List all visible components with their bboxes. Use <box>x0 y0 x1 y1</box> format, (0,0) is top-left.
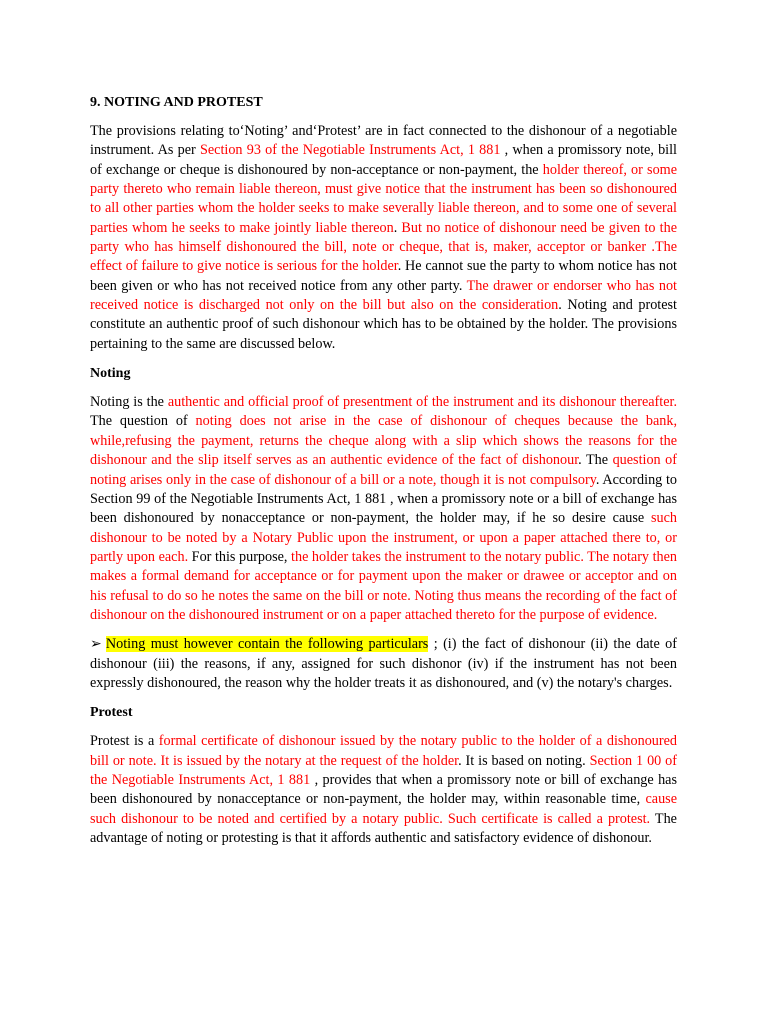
intro-paragraph <box>90 122 677 354</box>
text-run: For this purpose, <box>188 548 292 565</box>
emphasis-red: cause such dishonour to be noted and certified by a notary public. Such certificate is called a protest. <box>90 791 677 827</box>
text-run: , when a promissory note, bill of exchange or cheque is dishonoured by non-acceptance or non-payment, the <box>90 142 678 178</box>
emphasis-red: holder thereof, or some party thereto who remain liable thereon, must give notice that the instrument has been so dishonoured to all other parties whom the holder seeks to make severally liable thereon, and to some one of several parties whom he seeks to make jointly liable thereon <box>90 161 677 236</box>
noting-paragraph <box>90 393 677 625</box>
text-run: . <box>393 219 402 236</box>
emphasis-red: But no notice of dishonour need be given to the party who has himself dishonoured the bill, note or cheque, that is, maker, acceptor or banker .The effect of failure to give notice is serious for the holder <box>90 219 677 275</box>
text-run: . According to Section 99 of the Negotiable Instruments Act, 1 881 , when a promissory note or a bill of exchange has been dishonoured by nonacceptance or non-payment, the holder may, if he so desire cause <box>90 471 677 527</box>
text-run: . It is based on noting. <box>458 752 590 769</box>
text-run: The advantage of noting or protesting is that it affords authentic and satisfactory evidence of dishonour. <box>90 810 677 846</box>
text-run: Protest is a <box>90 733 159 750</box>
subheading-protest: Protest <box>90 705 133 721</box>
text-run: . The <box>578 452 613 469</box>
arrow-bullet-icon: ➢ <box>90 636 102 653</box>
text-run: . He cannot sue the party to whom notice has not been given or who has not received notice from any other party. <box>90 258 677 294</box>
emphasis-red: Section 93 of the Negotiable Instruments Act, 1 881 <box>199 142 501 159</box>
section-heading: 9. NOTING AND PROTEST <box>90 95 263 110</box>
noting-particulars-bullet <box>90 635 677 693</box>
emphasis-red: question of noting arises only in the case of dishonour of a bill or a note, though it is not compulsory <box>90 452 677 488</box>
emphasis-red: formal certificate of dishonour issued by the notary public to the holder of a dishonoured bill or note. It is issued by the notary at the request of the holder <box>90 733 678 769</box>
document-page <box>90 93 677 858</box>
emphasis-red: The drawer or endorser who has not received notice is discharged not only on the bill but also on the consideration <box>90 277 677 314</box>
text-run: , provides that when a promissory note or bill of exchange has been dishonoured by nonacceptance or non-payment, the holder may, within reasonable time, <box>90 771 677 808</box>
text-run: The provisions relating to‘Noting’ and‘Protest’ are in fact connected to the dishonour of a negotiable instrument. As per <box>90 123 677 159</box>
emphasis-red: such dishonour to be noted by a Notary Public upon the instrument, or upon a paper attached there to, or partly upon each. <box>90 510 677 565</box>
emphasis-red: noting does not arise in the case of dishonour of cheques because the bank, while,refusing the payment, returns the cheque along with a slip which shows the reasons for the dishonour and the slip itself serves as an authentic evidence of the fact of dishonour <box>90 413 677 469</box>
emphasis-red: authentic and official proof of presentment of the instrument and its dishonour thereafter. <box>167 394 677 411</box>
emphasis-red: Section 1 00 of the Negotiable Instruments Act, 1 881 <box>90 752 677 788</box>
text-run: The question of <box>90 413 196 430</box>
emphasis-red: the holder takes the instrument to the notary public. The notary then makes a formal demand for acceptance or for payment upon the maker or drawee or acceptor and on his refusal to do so he notes the same on the bill or note. Noting thus means the recording of the fact of dishonour on the dishonoured instrument or on a paper attached thereto for the purpose of evidence. <box>90 548 678 623</box>
subheading-noting: Noting <box>90 366 131 382</box>
text-run: ; (i) the fact of dishonour (ii) the date of dishonour (iii) the reasons, if any, assigned for such dishonor (iv) if the instrument has not been expressly dishonoured, the reason why the holder treats it as dishonoured, and (v) the notary's charges. <box>90 636 677 691</box>
text-run: Noting is the <box>90 394 168 411</box>
highlighted-text: Noting must however contain the following particulars <box>105 636 429 653</box>
protest-paragraph <box>90 732 677 848</box>
text-run: . Noting and protest constitute an authentic proof of such dishonour which has to be obtained by the holder. The provisions pertaining to the same are discussed below. <box>90 297 677 352</box>
